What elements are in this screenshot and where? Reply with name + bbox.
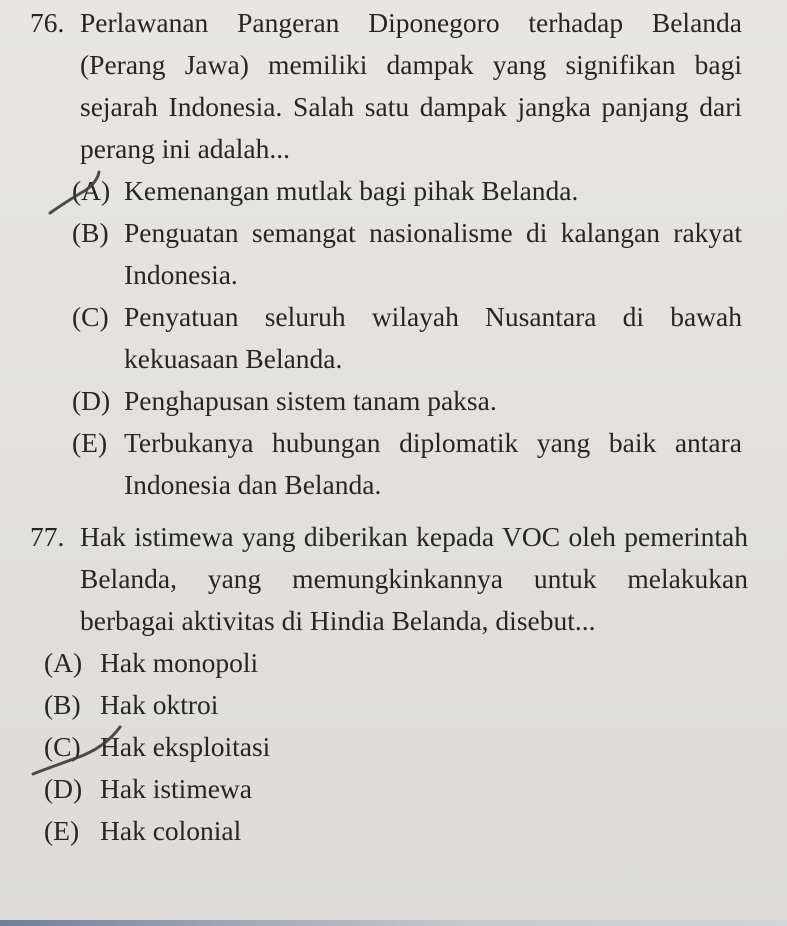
- question-76: [30, 2, 742, 506]
- option-letter: (D): [72, 385, 111, 416]
- question-stem: Hak istimewa yang diberikan kepada VOC oleh pemerintah Belanda, yang memungkinkannya untuk melakukan berbagai aktivitas di Hindia Belanda, disebut...: [80, 521, 748, 636]
- option-text: Hak colonial: [100, 815, 242, 846]
- option-letter: (B): [72, 217, 109, 248]
- question-stem-row: [30, 516, 748, 642]
- option-letter: (D): [44, 773, 83, 804]
- option-b[interactable]: [72, 212, 742, 296]
- option-a[interactable]: [44, 642, 748, 684]
- question-number: 76.: [30, 7, 65, 38]
- question-stem: Perlawanan Pangeran Diponegoro terhadap Belanda (Perang Jawa) memiliki dampak yang signifikan bagi sejarah Indonesia. Salah satu dampak jangka panjang dari perang ini adalah...: [80, 7, 742, 164]
- option-letter: (B): [44, 689, 81, 720]
- option-letter: (A): [72, 175, 111, 206]
- option-e[interactable]: [44, 810, 748, 852]
- option-letter: (C): [44, 731, 81, 762]
- option-d[interactable]: [44, 768, 748, 810]
- question-77: [30, 516, 748, 852]
- option-text: Terbukanya hubungan diplomatik yang baik antara Indonesia dan Belanda.: [124, 427, 742, 500]
- option-letter: (A): [44, 647, 83, 678]
- option-b[interactable]: [44, 684, 748, 726]
- option-text: Hak istimewa: [100, 773, 252, 804]
- question-stem-row: [30, 2, 742, 170]
- question-number: 77.: [30, 521, 65, 552]
- option-text: Penghapusan sistem tanam paksa.: [124, 385, 497, 416]
- option-text: Hak oktroi: [100, 689, 219, 720]
- option-list: [44, 642, 748, 852]
- option-e[interactable]: [72, 422, 742, 506]
- option-a[interactable]: [72, 170, 742, 212]
- option-c[interactable]: [44, 726, 748, 768]
- option-c[interactable]: [72, 296, 742, 380]
- option-text: Kemenangan mutlak bagi pihak Belanda.: [124, 175, 579, 206]
- option-letter: (E): [44, 815, 80, 846]
- option-text: Penyatuan seluruh wilayah Nusantara di bawah kekuasaan Belanda.: [124, 301, 742, 374]
- option-list: [72, 170, 742, 506]
- option-text: Hak monopoli: [100, 647, 259, 678]
- page-edge-strip: [0, 920, 787, 926]
- option-d[interactable]: [72, 380, 742, 422]
- option-text: Penguatan semangat nasionalisme di kalangan rakyat Indonesia.: [124, 217, 742, 290]
- option-letter: (C): [72, 301, 109, 332]
- option-text: Hak eksploitasi: [100, 731, 271, 762]
- option-letter: (E): [72, 427, 108, 458]
